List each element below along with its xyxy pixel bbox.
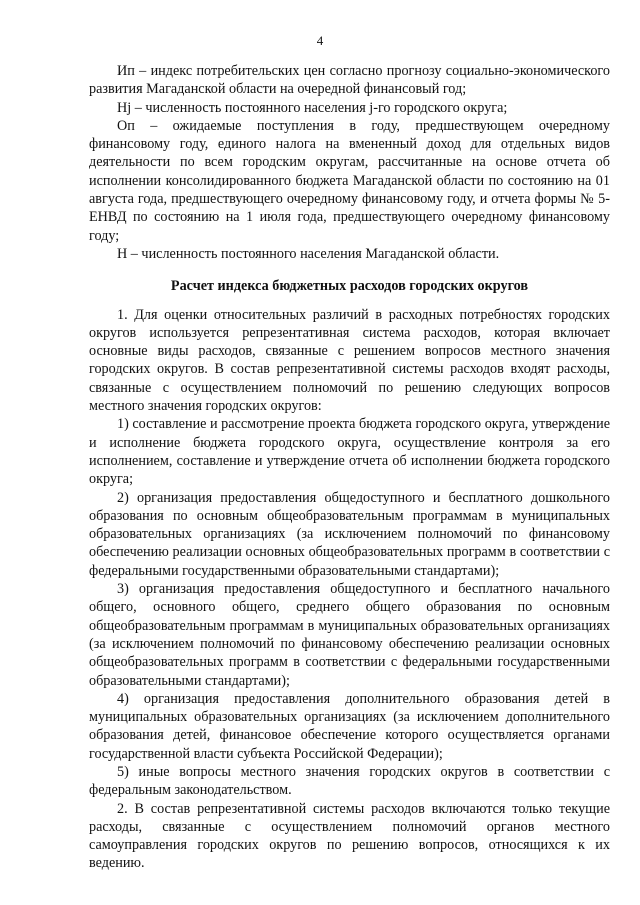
list-item-1: 1) составление и рассмотрение проекта бюджета городского округа, утверждение и исполнение бюджета городского округа, осуществление контроля за его исполнением, составление и утверждение отчета об исполнении бюджета городского округа;	[89, 416, 610, 488]
definition-nj: Нj – численность постоянного населения j-го городского округа;	[117, 99, 508, 116]
page-number: 4	[316, 33, 324, 48]
list-item-3: 3) организация предоставления общедоступного и бесплатного начального общего, основного общего, среднего общего образования по основным общеобразовательным программам в муниципальных образовательных организациях (за исключением полномочий по финансовому обеспечению реализации основных общеобразовательных программ в соответствии с федеральными государственными образовательными стандартами);	[89, 581, 610, 689]
section-heading: Расчет индекса бюджетных расходов городских округов	[170, 278, 529, 295]
definition-op: Оп – ожидаемые поступления в году, предшествующем очередному финансовому году, единого налога на вмененный доход для отдельных видов деятельности по всем городским округам, рассчитанные на основе отчета об исполнении консолидированного бюджета Магаданской области по состоянию на 01 августа года, предшествующего очередному финансовому году, и отчета формы № 5-ЕНВД по состоянию на 1 июля года, предшествующего очередному финансовому году;	[89, 117, 610, 244]
list-item-2: 2) организация предоставления общедоступного и бесплатного дошкольного образования по основным общеобразовательным программам в муниципальных образовательных организациях (за исключением полномочий по финансовому обеспечению реализации основных общеобразовательных программ в соответствии с федеральными государственными образовательными стандартами);	[89, 489, 610, 579]
document-body	[89, 62, 610, 873]
definition-ip: Ип – индекс потребительских цен согласно прогнозу социально-экономического развития Магаданской области на очередной финансовый год;	[89, 63, 610, 98]
paragraph-1: 1. Для оценки относительных различий в расходных потребностях городских округов используется репрезентативная система расходов, которая включает основные виды расходов, связанные с решением вопросов местного значения городских округов. В состав репрезентативной системы расходов входят расходы, связанные с осуществлением полномочий по решению следующих вопросов местного значения городских округов:	[89, 306, 610, 415]
definition-n: Н – численность постоянного населения Магаданской области.	[117, 245, 500, 262]
list-item-5: 5) иные вопросы местного значения городских округов в соответствии с федеральным законодательством.	[89, 763, 610, 799]
list-item-4: 4) организация предоставления дополнительного образования детей в муниципальных образовательных организациях (за исключением дополнительного образования детей, финансовое обеспечение которого осуществляется органами государственной власти субъекта Российской Федерации);	[89, 690, 610, 762]
paragraph-2: 2. В состав репрезентативной системы расходов включаются только текущие расходы, связанные с осуществлением полномочий органов местного самоуправления городских округов по решению вопросов, относящихся к их ведению.	[89, 800, 610, 872]
